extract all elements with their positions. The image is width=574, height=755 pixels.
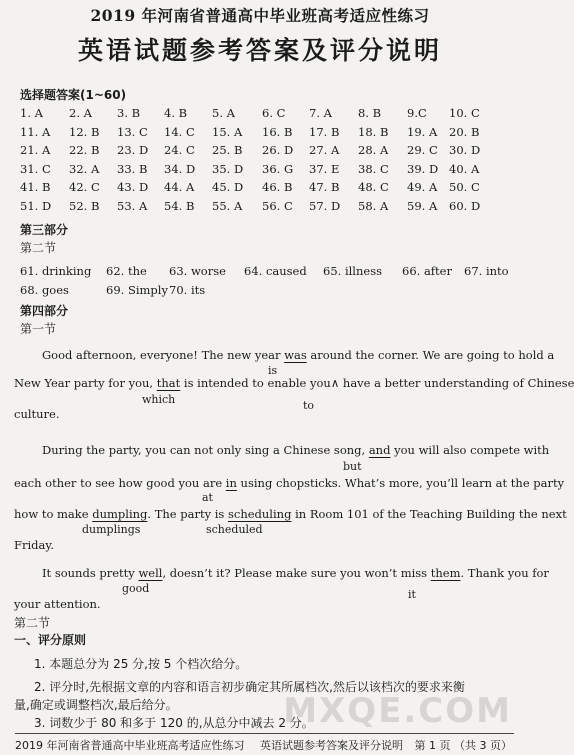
part3-heading: 第三部分 [20,223,69,237]
insert-caret: ∧ [330,376,340,390]
answer-cell: 48. C [358,180,389,195]
correction: which [142,393,176,406]
answer-cell: 1. A [20,106,43,120]
answer-cell: 51. D [20,198,52,213]
fill-answer: 62. the [106,264,147,278]
answer-cell: 58. A [358,198,389,213]
part4-heading: 第四部分 [20,304,69,318]
part4-section2: 第二节 [14,616,51,630]
essay-line: Friday. [14,538,54,552]
answer-cell: 30. D [449,143,481,158]
footer-doc-name: 英语试题参考答案及评分说明 [260,739,403,752]
answer-cell: 23. D [117,143,149,158]
answer-cell: 36. G [262,161,294,176]
answer-cell: 60. D [449,198,481,213]
answer-cell: 43. D [117,180,149,195]
answer-row [20,180,515,199]
exam-title: 2019 年河南省普通高中毕业班高考适应性练习 [90,6,430,25]
essay-line: how to make dumpling. The party is scheduling in Room 101 of the Teaching Building the next [14,507,567,521]
answer-cell: 41. B [20,180,51,195]
error-word: that [156,376,181,390]
answer-cell: 24. C [164,143,195,158]
fill-answer: 63. worse [169,264,226,278]
answer-cell: 35. D [212,161,244,176]
correction: is [268,364,278,377]
correction: at [202,491,213,504]
answer-cell: 22. B [69,143,100,158]
answer-cell: 4. B [164,106,188,120]
answer-cell: 31. C [20,161,51,176]
fill-answer: 64. caused [244,264,307,278]
fill-answer: 61. drinking [20,264,92,278]
answer-row [20,162,515,181]
answer-cell: 20. B [449,124,480,139]
answer-cell: 42. C [69,180,100,195]
answer-cell: 56. C [262,198,293,213]
error-word: in [225,476,237,490]
answer-cell: 34. D [164,161,196,176]
answer-cell: 44. A [164,180,195,195]
correction: to [303,399,315,412]
page-footer [15,733,514,753]
answer-cell: 59. A [407,198,438,213]
answer-cell: 19. A [407,124,438,139]
error-word: and [368,443,391,457]
rules-heading: 一、评分原则 [14,633,87,647]
answer-cell: 16. B [262,124,293,139]
answer-cell: 11. A [20,124,51,139]
error-word: scheduling [227,507,292,521]
essay-line: During the party, you can not only sing a Chinese song, and you will also compete with [42,443,550,457]
watermark-logo: MXQE.COM [283,691,512,731]
essay-line: your attention. [14,597,101,611]
answer-row [20,106,515,125]
answer-cell: 3. B [117,106,141,120]
answer-cell: 40. A [449,161,480,176]
answer-cell: 50. C [449,180,480,195]
fill-answer: 65. illness [323,264,382,278]
essay-line: New Year party for you, that is intended to enable you∧ have a better understanding of Chinese [14,376,574,390]
answer-cell: 52. B [69,198,100,213]
answer-cell: 21. A [20,143,51,158]
fill-answer: 66. after [402,264,452,278]
answer-cell: 29. C [407,143,438,158]
correction: scheduled [206,523,263,536]
answer-cell: 54. B [164,198,195,213]
choice-answer-grid [20,106,515,218]
essay-line: It sounds pretty well, doesn’t it? Please make sure you won’t miss them. Thank you for [42,566,549,580]
answer-cell: 38. C [358,161,389,176]
answer-cell: 18. B [358,124,389,139]
answer-cell: 7. A [309,106,332,120]
answer-cell: 14. C [164,124,195,139]
answer-cell: 10. C [449,106,480,120]
choice-heading: 选择题答案(1~60) [20,88,127,102]
answer-cell: 39. D [407,161,439,176]
answer-cell: 6. C [262,106,286,120]
correction: dumplings [82,523,141,536]
error-word: them [430,566,461,580]
answer-cell: 53. A [117,198,148,213]
answer-cell: 28. A [358,143,389,158]
footer-page-number: 第 1 页 （共 3 页） [414,739,512,752]
answer-cell: 5. A [212,106,235,120]
answer-cell: 33. B [117,161,148,176]
essay-line: each other to see how good you are in using chopsticks. What’s more, you’ll learn at the party [14,476,565,490]
fill-answer: 69. Simply [106,283,168,297]
fill-answer: 70. its [169,283,206,297]
part3-section: 第二节 [20,241,57,255]
answer-cell: 15. A [212,124,243,139]
part4-section1: 第一节 [20,322,57,336]
fill-answer: 68. goes [20,283,69,297]
answer-cell: 8. B [358,106,382,120]
answer-cell: 2. A [69,106,92,120]
answer-cell: 57. D [309,198,341,213]
error-word: was [284,348,307,362]
fill-answer: 67. into [464,264,509,278]
document-title: 英语试题参考答案及评分说明 [77,36,442,65]
correction: it [408,588,416,601]
answer-cell: 9.C [407,106,427,120]
answer-cell: 12. B [69,124,100,139]
answer-cell: 27. A [309,143,340,158]
rule-item: 量,确定或调整档次,最后给分。 [14,698,178,712]
rule-item: 3. 词数少于 80 和多于 120 的,从总分中减去 2 分。 [34,716,314,730]
answer-cell: 55. A [212,198,243,213]
answer-row [20,143,515,162]
error-word: dumpling [92,507,148,521]
answer-cell: 13. C [117,124,148,139]
correction: good [122,582,150,595]
rule-item: 1. 本题总分为 25 分,按 5 个档次给分。 [34,657,248,671]
answer-row [20,199,515,218]
rule-item: 2. 评分时,先根据文章的内容和语言初步确定其所属档次,然后以该档次的要求来衡 [34,680,465,694]
answer-row [20,125,515,144]
answer-cell: 32. A [69,161,100,176]
answer-cell: 45. D [212,180,244,195]
essay-line: culture. [14,407,60,421]
answer-cell: 49. A [407,180,438,195]
answer-cell: 46. B [262,180,293,195]
correction: but [343,460,362,473]
answer-cell: 37. E [309,161,340,176]
answer-cell: 47. B [309,180,340,195]
answer-cell: 25. B [212,143,243,158]
answer-cell: 17. B [309,124,340,139]
footer-exam-name: 2019 年河南省普通高中毕业班高考适应性练习 [15,739,245,752]
answer-cell: 26. D [262,143,294,158]
essay-line: Good afternoon, everyone! The new year was around the corner. We are going to hold a [42,348,555,362]
error-word: well [138,566,163,580]
